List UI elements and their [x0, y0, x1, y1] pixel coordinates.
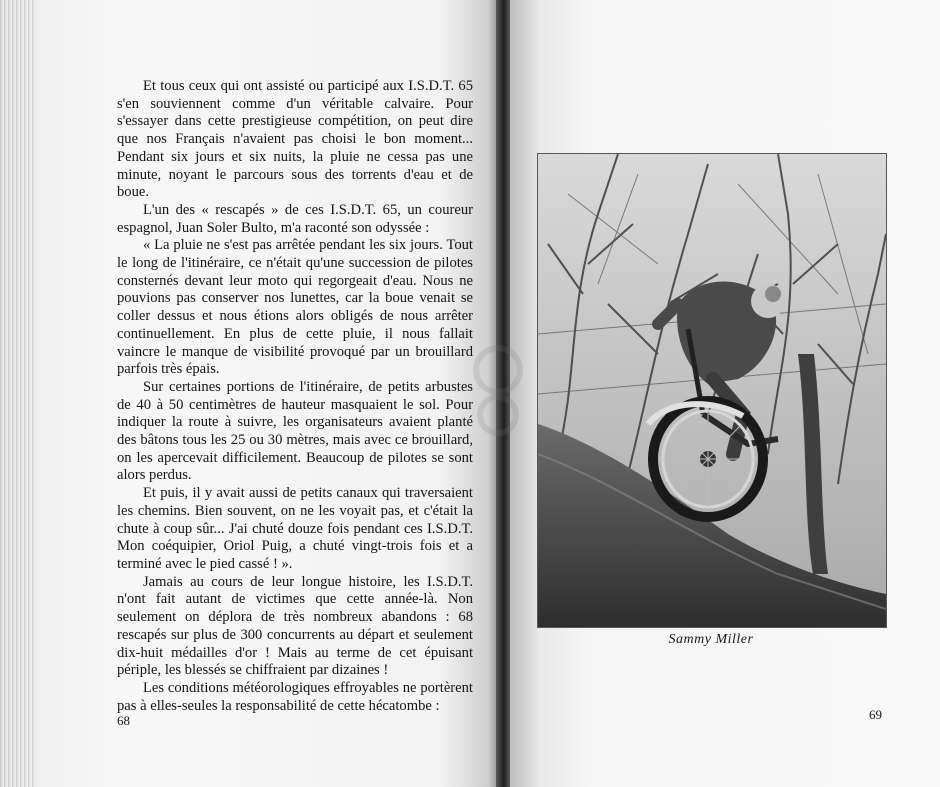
- page-number-right: 69: [869, 707, 882, 722]
- page-edges: [0, 0, 34, 787]
- paragraph: Et tous ceux qui ont assisté ou participé aux I.S.D.T. 65 s'en souviennent comme d'un véritable calvaire. Pour s'essayer dans cette prestigieuse compétition, on peut dire que nos Français n'avaient pas choisi le bon moment... Pendant six jours et six nuits, la pluie ne cessa pas une minute, noyant le parcours sous des torrents d'eau et de boue.: [117, 78, 473, 201]
- paragraph: Sur certaines portions de l'itinéraire, de petits arbustes de 40 à 50 centimètres de hauteur masquaient le sol. Pour indiquer la route à suivre, les organisateurs avaient planté des bâtons tous les 25 ou 30 mètres, mais avec ce brouillard, on les apercevait difficilement. Beaucoup de pilotes se sont alors perdus.: [117, 378, 473, 484]
- photo-caption: Sammy Miller: [668, 632, 754, 647]
- paragraph: « La pluie ne s'est pas arrêtée pendant les six jours. Tout le long de l'itinéraire, ce n'était qu'une succession de pilotes consternés devant leur moto qui regorgeait d'eau. Nous ne pouvions pas conserver nos lunettes, car la boue venait se coller dessus et nous étions alors obligés de nous arrêter continuellement. En plus de cette pluie, il nous fallait vaincre le manque de visibilité provoqué par un brouillard parfois très épais.: [117, 237, 473, 378]
- paragraph: Jamais au cours de leur longue histoire, les I.S.D.T. n'ont fait autant de victimes que cette année-là. Non seulement on déplora de très nombreux abandons : 68 rescapés sur plus de 300 concurrents au départ et seulement dix-huit médailles d'or ! Mais au terme de cet épuisant périple, les blessés se chiffraient par dizaines !: [117, 573, 473, 679]
- motorcycle-photo: [537, 153, 887, 628]
- paragraph: L'un des « rescapés » de ces I.S.D.T. 65, un coureur espagnol, Juan Soler Bulto, m'a raconté son odyssée :: [117, 201, 473, 236]
- watermark-logo: [468, 340, 528, 440]
- photo-illustration: [538, 154, 886, 627]
- paragraph: Les conditions météorologiques effroyables ne portèrent pas à elles-seules la responsabilité de cette hécatombe :: [117, 679, 473, 714]
- page-number-left: 68: [117, 713, 130, 728]
- paragraph: Et puis, il y avait aussi de petits canaux qui traversaient les chemins. Bien souvent, on ne les voyait pas, et c'était la chute à coup sûr... J'ai chuté douze fois pendant ces I.S.D.T. Mon coéquipier, Oriol Puig, a chuté vingt-trois fois et a terminé avec le pied cassé ! ».: [117, 485, 473, 572]
- left-page-text: [117, 78, 473, 715]
